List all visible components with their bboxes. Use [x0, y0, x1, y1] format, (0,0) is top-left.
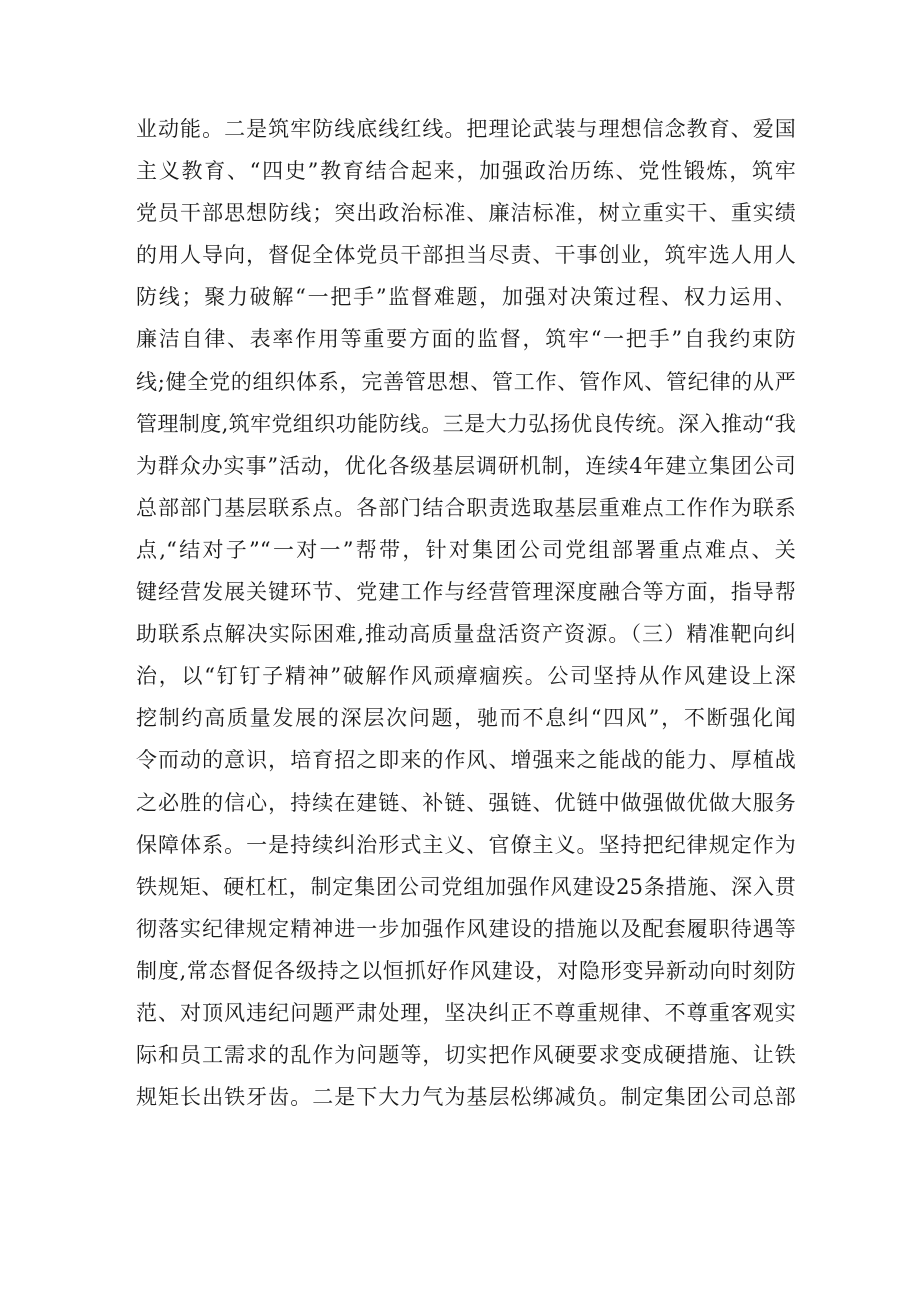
- text-line: 点,“结对子”“一对一”帮带，针对集团公司党组部署重点难点、关: [136, 537, 796, 562]
- text-line: 保障体系。一是持续纠治形式主义、官僚主义。坚持把纪律规定作为: [136, 832, 796, 857]
- text-line: 治，以“钉钉子精神”破解作风顽瘴痼疾。公司坚持从作风建设上深: [136, 664, 796, 689]
- text-line: 业动能。二是筑牢防线底线红线。把理论武装与理想信念教育、爱国: [136, 117, 796, 141]
- text-line: 管理制度,筑牢党组织功能防线。三是大力弘扬优良传统。深入推动“我: [136, 411, 796, 436]
- text-line: 之必胜的信心，持续在建链、补链、强链、优链中做强做优做大服务: [136, 790, 796, 815]
- text-line: 防线；聚力破解“一把手”监督难题，加强对决策过程、权力运用、: [136, 285, 796, 310]
- text-line: 令而动的意识，培育招之即来的作风、增强来之能战的能力、厚植战: [136, 748, 796, 773]
- text-line: 键经营发展关键环节、党建工作与经营管理深度融合等方面，指导帮: [136, 580, 796, 605]
- text-line: 挖制约高质量发展的深层次问题，驰而不息纠“四风”，不断强化闻: [136, 706, 796, 731]
- body-text: [136, 108, 796, 1118]
- text-line: 规矩长出铁牙齿。二是下大力气为基层松绑减负。制定集团公司总部: [136, 1085, 796, 1110]
- text-line: 线;健全党的组织体系，完善管思想、管工作、管作风、管纪律的从严: [136, 369, 796, 394]
- text-line: 总部部门基层联系点。各部门结合职责选取基层重难点工作作为联系: [136, 495, 796, 520]
- text-line: 范、对顶风违纪问题严肃处理，坚决纠正不尊重规律、不尊重客观实: [136, 1000, 796, 1025]
- text-line: 主义教育、“四史”教育结合起来，加强政治历练、党性锻炼，筑牢: [136, 159, 796, 184]
- text-line: 为群众办实事”活动，优化各级基层调研机制，连续4年建立集团公司: [136, 453, 796, 478]
- text-line: 彻落实纪律规定精神进一步加强作风建设的措施以及配套履职待遇等: [136, 916, 796, 941]
- text-line: 的用人导向，督促全体党员干部担当尽责、干事创业，筑牢选人用人: [136, 243, 796, 268]
- text-line: 助联系点解决实际困难,推动高质量盘活资产资源。（三）精准靶向纠: [136, 622, 796, 647]
- text-line: 际和员工需求的乱作为问题等，切实把作风硬要求变成硬措施、让铁: [136, 1043, 796, 1068]
- text-line: 党员干部思想防线；突出政治标准、廉洁标准，树立重实干、重实绩: [136, 201, 796, 226]
- text-line: 制度,常态督促各级持之以恒抓好作风建设，对隐形变异新动向时刻防: [136, 958, 796, 983]
- text-line: 铁规矩、硬杠杠，制定集团公司党组加强作风建设25条措施、深入贯: [136, 874, 796, 899]
- text-line: 廉洁自律、表率作用等重要方面的监督，筑牢“一把手”自我约束防: [136, 327, 796, 352]
